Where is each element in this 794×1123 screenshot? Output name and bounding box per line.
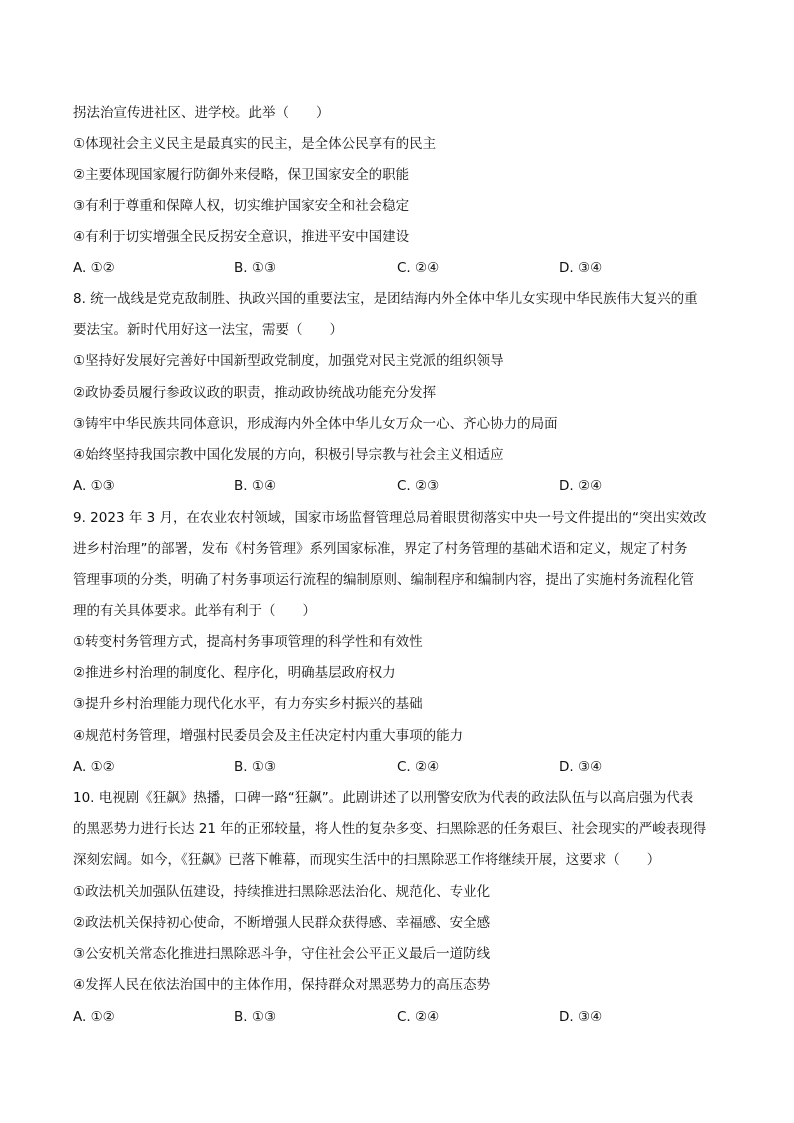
option-3: ③提升乡村治理能力现代化水平，有力夯实乡村振兴的基础 xyxy=(73,696,423,712)
question-8-stem: 要法宝。新时代用好这一法宝，需要（ ） xyxy=(73,322,343,338)
question-10-stem: 的黑恶势力进行长达 21 年的正邪较量，将人性的复杂多变、扫黑除恶的任务艰巨、社会现实的严峻表现得 xyxy=(73,821,707,837)
answer-choices xyxy=(73,1008,733,1026)
answer-a[interactable]: A. ①③ xyxy=(73,478,115,494)
option-2: ②推进乡村治理的制度化、程序化，明确基层政府权力 xyxy=(73,665,396,681)
question-10-stem: 深刻宏阔。如今，《狂飙》已落下帷幕，而现实生活中的扫黑除恶工作将继续开展，这要求（ ） xyxy=(73,852,661,868)
question-8-stem: 8. 统一战线是党克敌制胜、执政兴国的重要法宝，是团结海内外全体中华儿女实现中华民族伟大复兴的重 xyxy=(73,291,698,307)
answer-b[interactable]: B. ①③ xyxy=(234,1009,277,1025)
question-9-stem: 进乡村治理”的部署，发布《村务管理》系列国家标准，界定了村务管理的基础术语和定义，规定了村务 xyxy=(73,541,688,557)
answer-choices xyxy=(73,259,733,277)
answer-c[interactable]: C. ②④ xyxy=(397,759,440,775)
answer-d[interactable]: D. ③④ xyxy=(559,1009,603,1025)
question-9-stem: 理的有关具体要求。此举有利于（ ） xyxy=(73,603,316,619)
answer-c[interactable]: C. ②④ xyxy=(397,260,440,276)
question-9-stem: 管理事项的分类，明确了村务事项运行流程的编制原则、编制程序和编制内容，提出了实施村务流程化管 xyxy=(73,572,694,588)
answer-b[interactable]: B. ①④ xyxy=(234,478,277,494)
answer-b[interactable]: B. ①③ xyxy=(234,759,277,775)
option-3: ③铸牢中华民族共同体意识，形成海内外全体中华儿女万众一心、齐心协力的局面 xyxy=(73,416,558,432)
option-4: ④发挥人民在依法治国中的主体作用，保持群众对黑恶势力的高压态势 xyxy=(73,977,491,993)
option-1: ①坚持好发展好完善好中国新型政党制度，加强党对民主党派的组织领导 xyxy=(73,353,504,369)
option-4: ④始终坚持我国宗教中国化发展的方向，积极引导宗教与社会主义相适应 xyxy=(73,447,504,463)
option-2: ②政法机关保持初心使命，不断增强人民群众获得感、幸福感、安全感 xyxy=(73,915,491,931)
option-4: ④有利于切实增强全民反拐安全意识，推进平安中国建设 xyxy=(73,229,410,245)
option-4: ④规范村务管理，增强村民委员会及主任决定村内重大事项的能力 xyxy=(73,728,464,744)
answer-choices xyxy=(73,477,733,495)
answer-b[interactable]: B. ①③ xyxy=(234,260,277,276)
answer-a[interactable]: A. ①② xyxy=(73,1009,115,1025)
option-2: ②政协委员履行参政议政的职责，推动政协统战功能充分发挥 xyxy=(73,385,437,401)
question-stem-line: 拐法治宣传进社区、进学校。此举（ ） xyxy=(73,105,330,121)
option-3: ③有利于尊重和保障人权，切实维护国家安全和社会稳定 xyxy=(73,198,410,214)
answer-choices xyxy=(73,758,733,776)
answer-c[interactable]: C. ②③ xyxy=(397,478,440,494)
answer-d[interactable]: D. ③④ xyxy=(559,260,603,276)
option-3: ③公安机关常态化推进扫黑除恶斗争，守住社会公平正义最后一道防线 xyxy=(73,946,491,962)
answer-a[interactable]: A. ①② xyxy=(73,260,115,276)
answer-c[interactable]: C. ②④ xyxy=(397,1009,440,1025)
question-9-stem: 9. 2023 年 3 月，在农业农村领域，国家市场监督管理总局着眼贯彻落实中央一号文件提出的“突出实效改 xyxy=(73,510,707,526)
option-1: ①转变村务管理方式，提高村务事项管理的科学性和有效性 xyxy=(73,634,423,650)
question-10-stem: 10. 电视剧《狂飙》热播，口碑一路“狂飙”。此剧讲述了以刑警安欣为代表的政法队伍与以高启强为代表 xyxy=(73,790,694,806)
answer-a[interactable]: A. ①② xyxy=(73,759,115,775)
answer-d[interactable]: D. ③④ xyxy=(559,759,603,775)
option-1: ①政法机关加强队伍建设，持续推进扫黑除恶法治化、规范化、专业化 xyxy=(73,884,491,900)
answer-d[interactable]: D. ②④ xyxy=(559,478,603,494)
option-1: ①体现社会主义民主是最真实的民主，是全体公民享有的民主 xyxy=(73,136,437,152)
option-2: ②主要体现国家履行防御外来侵略，保卫国家安全的职能 xyxy=(73,167,410,183)
